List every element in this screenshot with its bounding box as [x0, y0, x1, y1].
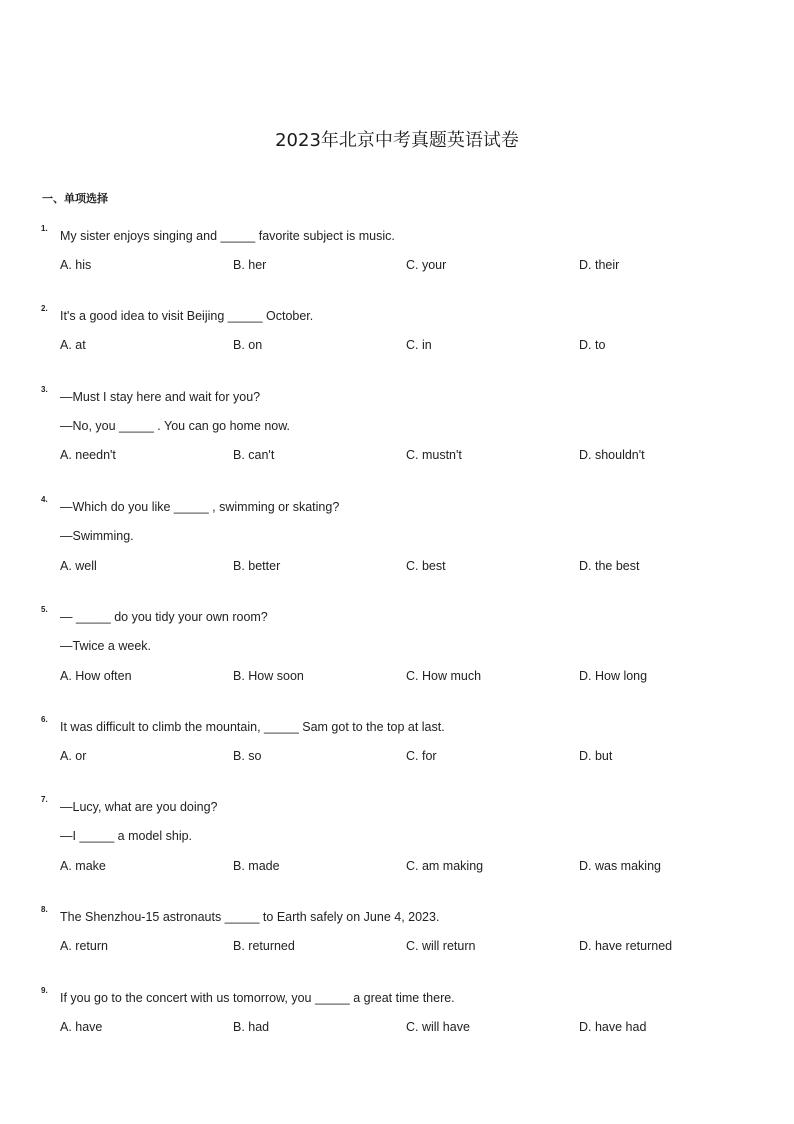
option-c: C. for [406, 749, 437, 763]
question-text: —No, you _____ . You can go home now. [60, 419, 291, 433]
option-d: D. was making [579, 859, 661, 873]
question-number: 8. [41, 905, 48, 914]
option-d: D. to [579, 338, 606, 352]
option-c: C. in [406, 338, 432, 352]
option-a: A. How often [60, 669, 132, 683]
question-text: —I _____ a model ship. [60, 829, 193, 843]
option-a: A. at [60, 338, 86, 352]
question-text: —Which do you like _____ , swimming or skating? [60, 500, 340, 514]
option-b: B. better [233, 559, 281, 573]
question-number: 7. [41, 795, 48, 804]
question-number: 6. [41, 715, 48, 724]
option-a: A. needn't [60, 448, 116, 462]
question-text: —Twice a week. [60, 639, 152, 653]
option-b: B. can't [233, 448, 275, 462]
option-b: B. had [233, 1020, 270, 1034]
question-number: 9. [41, 986, 48, 995]
option-a: A. have [60, 1020, 103, 1034]
option-c: C. How much [406, 669, 482, 683]
option-c: C. best [406, 559, 446, 573]
option-c: C. will return [406, 939, 476, 953]
question-text: It's a good idea to visit Beijing _____ October. [60, 309, 314, 323]
option-b: B. returned [233, 939, 295, 953]
option-a: A. or [60, 749, 87, 763]
question-text: It was difficult to climb the mountain, _____ Sam got to the top at last. [60, 720, 445, 734]
option-c: C. your [406, 258, 447, 272]
question-text: —Must I stay here and wait for you? [60, 390, 261, 404]
question-text: If you go to the concert with us tomorrow, you _____ a great time there. [60, 991, 455, 1005]
option-d: D. their [579, 258, 620, 272]
option-b: B. made [233, 859, 280, 873]
option-b: B. her [233, 258, 267, 272]
question-text: — _____ do you tidy your own room? [60, 610, 268, 624]
option-a: A. make [60, 859, 106, 873]
question-number: 2. [41, 304, 48, 313]
option-b: B. How soon [233, 669, 304, 683]
section-heading: 一、单项选择 [42, 192, 108, 205]
page-title: 2023年北京中考真题英语试卷 [275, 130, 519, 151]
option-c: C. am making [406, 859, 484, 873]
option-d: D. shouldn't [579, 448, 645, 462]
option-d: D. but [579, 749, 613, 763]
question-number: 5. [41, 605, 48, 614]
option-a: A. his [60, 258, 92, 272]
question-text: My sister enjoys singing and _____ favorite subject is music. [60, 229, 395, 243]
option-b: B. on [233, 338, 263, 352]
question-number: 4. [41, 495, 48, 504]
option-b: B. so [233, 749, 262, 763]
question-text: —Swimming. [60, 529, 134, 543]
question-number: 1. [41, 224, 48, 233]
option-a: A. well [60, 559, 97, 573]
question-text: The Shenzhou-15 astronauts _____ to Earth safely on June 4, 2023. [60, 910, 440, 924]
option-d: D. have returned [579, 939, 673, 953]
option-d: D. How long [579, 669, 648, 683]
option-d: D. have had [579, 1020, 647, 1034]
question-number: 3. [41, 385, 48, 394]
option-c: C. will have [406, 1020, 470, 1034]
question-text: —Lucy, what are you doing? [60, 800, 218, 814]
option-a: A. return [60, 939, 108, 953]
option-c: C. mustn't [406, 448, 462, 462]
option-d: D. the best [579, 559, 640, 573]
